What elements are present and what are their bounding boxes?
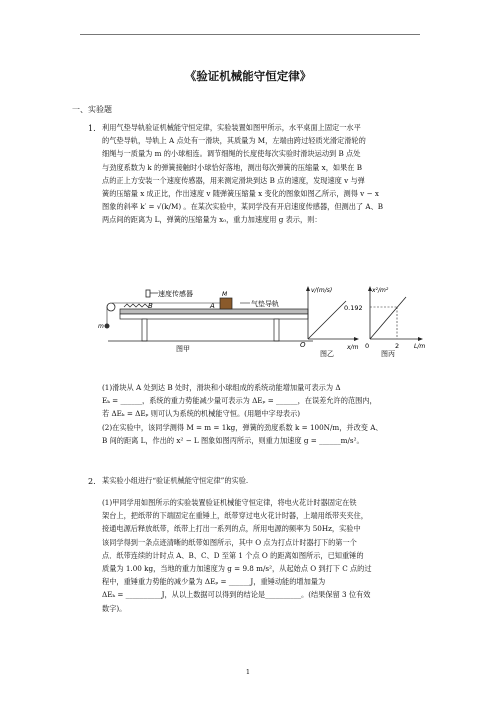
- section-heading: 一、实验题: [72, 105, 112, 114]
- caption-jia: 图甲: [176, 345, 190, 353]
- yi-ylabel: v/(m/s): [311, 287, 333, 294]
- q2-line: 该同学得到一条点迹清晰的纸带如图所示，其中 O 点为打点计时器打下的第一个: [102, 537, 357, 547]
- question-1-number: 1.: [88, 124, 96, 133]
- figure-jia-apparatus: [98, 289, 313, 353]
- table-leg-right: [274, 319, 279, 341]
- q2-line: 质量为 1.00 kg，当地的重力加速度为 g = 9.8 m/s²，从起始点 O 到打下 C 点的过: [102, 564, 372, 574]
- q1-sub-line: (2)在实验中，该同学测得 M = m = 1kg，弹簧的劲度系数 k = 100N/m，并改变 A、: [102, 422, 383, 432]
- label-A: A: [210, 302, 215, 310]
- figures-row: [98, 283, 438, 383]
- q1-line: 图象的斜率 k′ = √(k/M) 。在某次实验中，某同学没有开启速度传感器，但测出了 A、B: [102, 202, 384, 212]
- q1-line: 的气垫导轨，导轨上 A 点处有一滑块，其质量为 M，左端由跨过轻质光滑定滑轮的: [102, 136, 366, 146]
- spring-icon: [124, 304, 148, 307]
- q1-sub-line: (1)滑块从 A 处到达 B 处时，滑块和小球组成的系统动能增加量可表示为 Δ: [102, 383, 341, 392]
- q2-line: 接通电源后释放纸带，纸带上打出一系列的点，所用电源的频率为 50Hz，实验中: [102, 524, 361, 534]
- yi-origin: O: [300, 341, 306, 349]
- bing-xtick: 2: [395, 342, 400, 350]
- table-leg-left: [142, 319, 147, 341]
- question-2-intro: 某实验小组进行“验证机械能守恒定律”的实验.: [102, 476, 249, 485]
- bing-xlabel: L/m: [414, 343, 426, 350]
- q1-line: 细绳与一质量为 m 的小球相连。调节细绳的长度使每次实验时滑块运动到 B 点处: [102, 149, 361, 159]
- yi-xlabel: x/m: [347, 344, 359, 351]
- q2-line: 点．纸带连续的计时点 A、B、C、D 至第 1 个点 O 的距离如图所示，已知重锤的: [102, 550, 364, 560]
- caption-bing: 图丙: [381, 350, 395, 358]
- q1-line: 与劲度系数为 k 的弹簧接触时小球恰好落地，测出每次弹簧的压缩量 x，如果在 B: [102, 162, 363, 172]
- bing-origin: 0: [365, 342, 370, 350]
- bing-ytick: 0.192: [344, 304, 363, 312]
- label-B: B: [148, 302, 153, 310]
- rail-label: 气垫导轨: [251, 300, 279, 308]
- label-m: m: [98, 323, 104, 330]
- q1-sub-line: 若 ΔEₖ = ΔEₚ 则可认为系统的机械能守恒。(用题中字母表示): [102, 409, 301, 419]
- slider-block: [220, 298, 232, 309]
- question-1-subparts: [102, 381, 422, 447]
- ball-icon: [105, 324, 110, 329]
- q2-line: (1)甲同学用如图所示的实验装置验证机械能守恒定律，将电火花计时器固定在铁: [102, 498, 357, 507]
- label-M: M: [222, 291, 228, 298]
- question-2-number: 2.: [88, 477, 96, 486]
- q2-line: 架台上，把纸带的下端固定在重锤上，纸带穿过电火花计时器，上端用纸带夹夹住，: [102, 511, 368, 521]
- table-top: [120, 314, 308, 319]
- bing-line: [370, 297, 406, 339]
- q2-line: 数字)。: [102, 603, 127, 613]
- pulley-icon: [107, 303, 115, 311]
- bing-ylabel: x²/m²: [372, 287, 389, 294]
- page-title: 《验证机械能守恒定律》: [184, 69, 312, 83]
- header-rule: [80, 34, 420, 35]
- q1-line: 簧的压缩量 x 成正比，作出速度 v 随弹簧压缩量 x 变化的图象如图乙所示，测得 v − x: [102, 189, 379, 199]
- speed-sensor-icon: [146, 290, 150, 297]
- q1-sub-line: Eₖ = ______，系统的重力势能减少量可表示为 ΔEₚ = ______，在误差允许的范围内，: [102, 396, 377, 406]
- question-1-text: [102, 121, 422, 227]
- caption-yi: 图乙: [320, 350, 334, 358]
- page-number: 1: [245, 668, 251, 676]
- q1-line: 两点间的距离为 L，弹簧的压缩量为 x₀，重力加速度用 g 表示，则：: [102, 215, 322, 225]
- q1-line: 点的正上方安装一个速度传感器，用来测定滑块到达 B 点的速度，发现速度 v 与弹: [102, 175, 365, 185]
- q2-line: 程中，重锤重力势能的减少量为 ΔEₚ = ______J，重锤动能的增加量为: [102, 577, 326, 587]
- question-2-text: [102, 496, 422, 615]
- yi-line: [308, 301, 346, 339]
- q2-line: ΔEₖ = __________J，从以上数据可以得到的结论是__________。(结果保留 3 位有效: [102, 590, 371, 600]
- q1-line: 利用气垫导轨验证机械能守恒定律，实验装置如图甲所示，水平桌面上固定一水平: [102, 123, 361, 132]
- figure-yi-graph: [300, 286, 359, 358]
- sensor-label: 速度传感器: [158, 290, 193, 298]
- q1-sub-line: B 间的距离 L，作出的 x² − L 图象如图丙所示，则重力加速度 g = ______m/s²。: [102, 435, 364, 445]
